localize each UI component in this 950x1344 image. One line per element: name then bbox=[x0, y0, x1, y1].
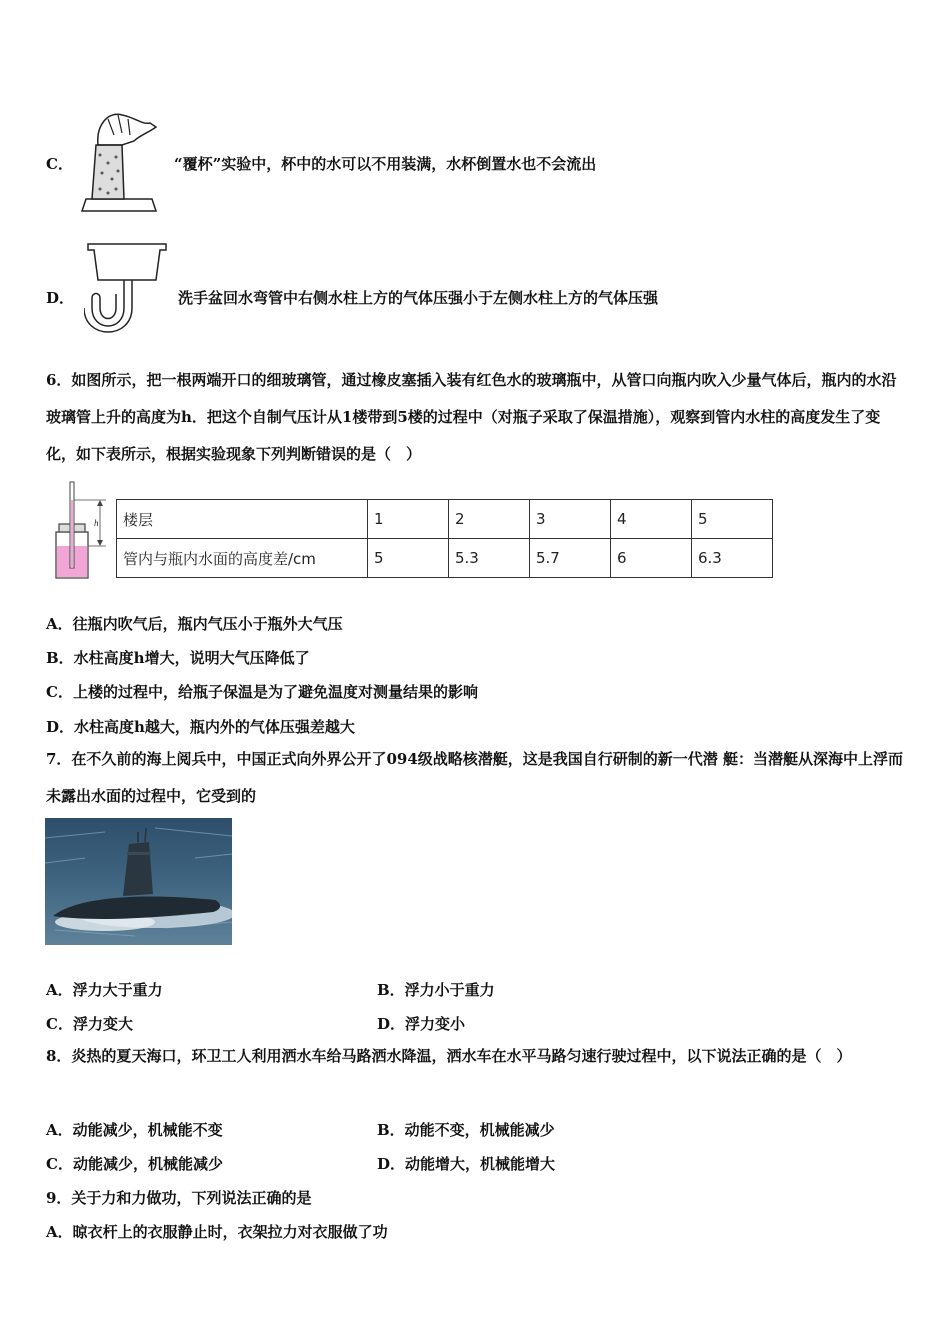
q5-option-d-text: 洗手盆回水弯管中右侧水柱上方的气体压强小于左侧水柱上方的气体压强 bbox=[178, 289, 659, 307]
table-cell: 5 bbox=[368, 539, 449, 578]
overturned-cup-figure bbox=[78, 105, 160, 217]
q7-option-d: D．浮力变小 bbox=[377, 1015, 466, 1033]
q7-option-a: A．浮力大于重力 bbox=[46, 981, 163, 999]
table-cell: 3 bbox=[530, 500, 611, 539]
q8-option-b: B．动能不变，机械能减少 bbox=[377, 1121, 555, 1139]
table-row-header: 管内与瓶内水面的高度差/cm bbox=[117, 539, 368, 578]
q5-option-c-label: C． bbox=[46, 155, 73, 173]
q6-option-a: A．往瓶内吹气后，瓶内气压小于瓶外大气压 bbox=[46, 615, 343, 633]
q8-option-c: C．动能减少，机械能减少 bbox=[46, 1155, 223, 1173]
q9-stem: 9．关于力和力做功，下列说法正确的是 bbox=[46, 1189, 312, 1207]
q8-option-a: A．动能减少，机械能不变 bbox=[46, 1121, 223, 1139]
table-cell: 5.3 bbox=[449, 539, 530, 578]
table-cell: 4 bbox=[611, 500, 692, 539]
q5-option-d-label: D． bbox=[46, 289, 75, 307]
floor-height-table bbox=[116, 499, 773, 578]
q9-option-a: A．晾衣杆上的衣服静止时，衣架拉力对衣服做了功 bbox=[46, 1223, 388, 1241]
table-row bbox=[117, 539, 773, 578]
table-row bbox=[117, 500, 773, 539]
h-label: h bbox=[94, 518, 99, 528]
table-cell: 1 bbox=[368, 500, 449, 539]
q6-stem: 6．如图所示，把一根两端开口的细玻璃管，通过橡皮塞插入装有红色水的玻璃瓶中，从管口向瓶内吹入少量气体后，瓶内的水沿玻璃管上升的高度为h．把这个自制气压计从1楼带到5楼的过程中（对瓶子采取了保温措施），观察到管内水柱的高度发生了变化，如下表所示，根据实验现象下列判断错误的是（ ） bbox=[46, 371, 897, 463]
q6-option-c: C．上楼的过程中，给瓶子保温是为了避免温度对测量结果的影响 bbox=[46, 683, 478, 701]
q8-stem: 8．炎热的夏天海口，环卫工人利用洒水车给马路洒水降温，洒水车在水平马路匀速行驶过程中，以下说法正确的是（ ） bbox=[46, 1047, 852, 1065]
q7-stem: 7．在不久前的海上阅兵中，中国正式向外界公开了094级战略核潜艇，这是我国自行研制的新一代潜 艇：当潜艇从深海中上浮而未露出水面的过程中，它受到的 bbox=[46, 750, 903, 805]
table-row-header: 楼层 bbox=[117, 500, 368, 539]
q7-option-c: C．浮力变大 bbox=[46, 1015, 133, 1033]
table-cell: 6 bbox=[611, 539, 692, 578]
table-cell: 6.3 bbox=[692, 539, 773, 578]
table-cell: 5.7 bbox=[530, 539, 611, 578]
table-cell: 2 bbox=[449, 500, 530, 539]
q8-option-d: D．动能增大，机械能增大 bbox=[377, 1155, 556, 1173]
submarine-photo bbox=[45, 818, 232, 945]
sink-trap-figure bbox=[84, 238, 170, 338]
q7-option-b: B．浮力小于重力 bbox=[377, 981, 495, 999]
barometer-bottle-figure bbox=[50, 480, 112, 582]
q5-option-c-text: “覆杯”实验中，杯中的水可以不用装满，水杯倒置水也不会流出 bbox=[174, 155, 597, 173]
table-cell: 5 bbox=[692, 500, 773, 539]
q6-option-d: D．水柱高度h越大，瓶内外的气体压强差越大 bbox=[46, 718, 355, 736]
q6-option-b: B．水柱高度h增大，说明大气压降低了 bbox=[46, 649, 310, 667]
